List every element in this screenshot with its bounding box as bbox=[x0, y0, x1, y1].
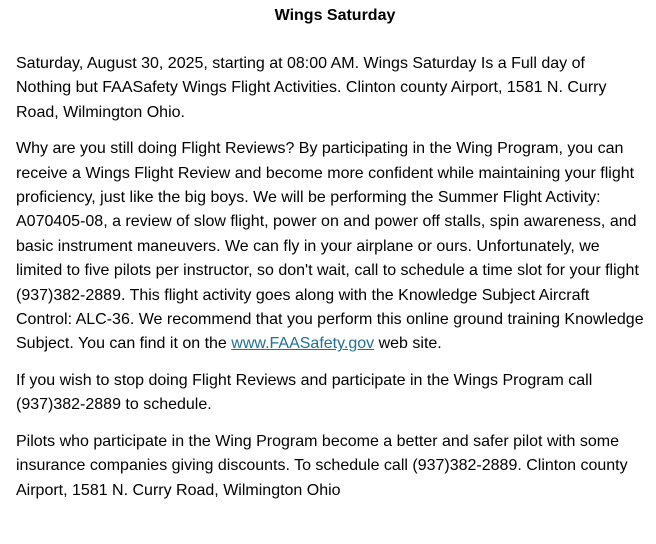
document-page bbox=[16, 6, 644, 515]
benefits-paragraph: Pilots who participate in the Wing Program become a better and safer pilot with some insurance companies giving discounts. To schedule call (937)382-2889. Clinton county Airport, 1581 N. Curry Road, Wilmington Ohio bbox=[16, 432, 628, 499]
event-details-paragraph: Saturday, August 30, 2025, starting at 08:00 AM. Wings Saturday Is a Full day of Nothing but FAASafety Wings Flight Activities. Clinton county Airport, 1581 N. Curry Road, Wilmington Ohio. bbox=[16, 55, 607, 121]
flight-review-text: Why are you still doing Flight Reviews? By participating in the Wing Program, you can receive a Wings Flight Review and become more confident while maintaining your flight proficiency, just like the big boys. We will be performing the Summer Flight Activity: A070405-08, a review of slow flight, power on and power off stalls, spin awareness, and basic instrument maneuvers. We can fly in your airplane or ours. Unfortunately, we limited to five pilots per instructor, so don't wait, call to schedule a time slot for your flight (937)382-2889. This flight activity goes along with the Knowledge Subject Aircraft Control: ALC-36. We recommend that you perform this online ground training Knowledge Subject. You can find it on the bbox=[16, 140, 644, 353]
schedule-paragraph: If you wish to stop doing Flight Reviews and participate in the Wings Program call (937)382-2889 to schedule. bbox=[16, 371, 593, 414]
faasafety-link[interactable]: www.FAASafety.gov bbox=[231, 335, 375, 353]
flight-review-paragraph bbox=[16, 137, 644, 357]
flight-review-text-end: web site. bbox=[374, 335, 442, 353]
document-title: Wings Saturday bbox=[274, 7, 396, 24]
